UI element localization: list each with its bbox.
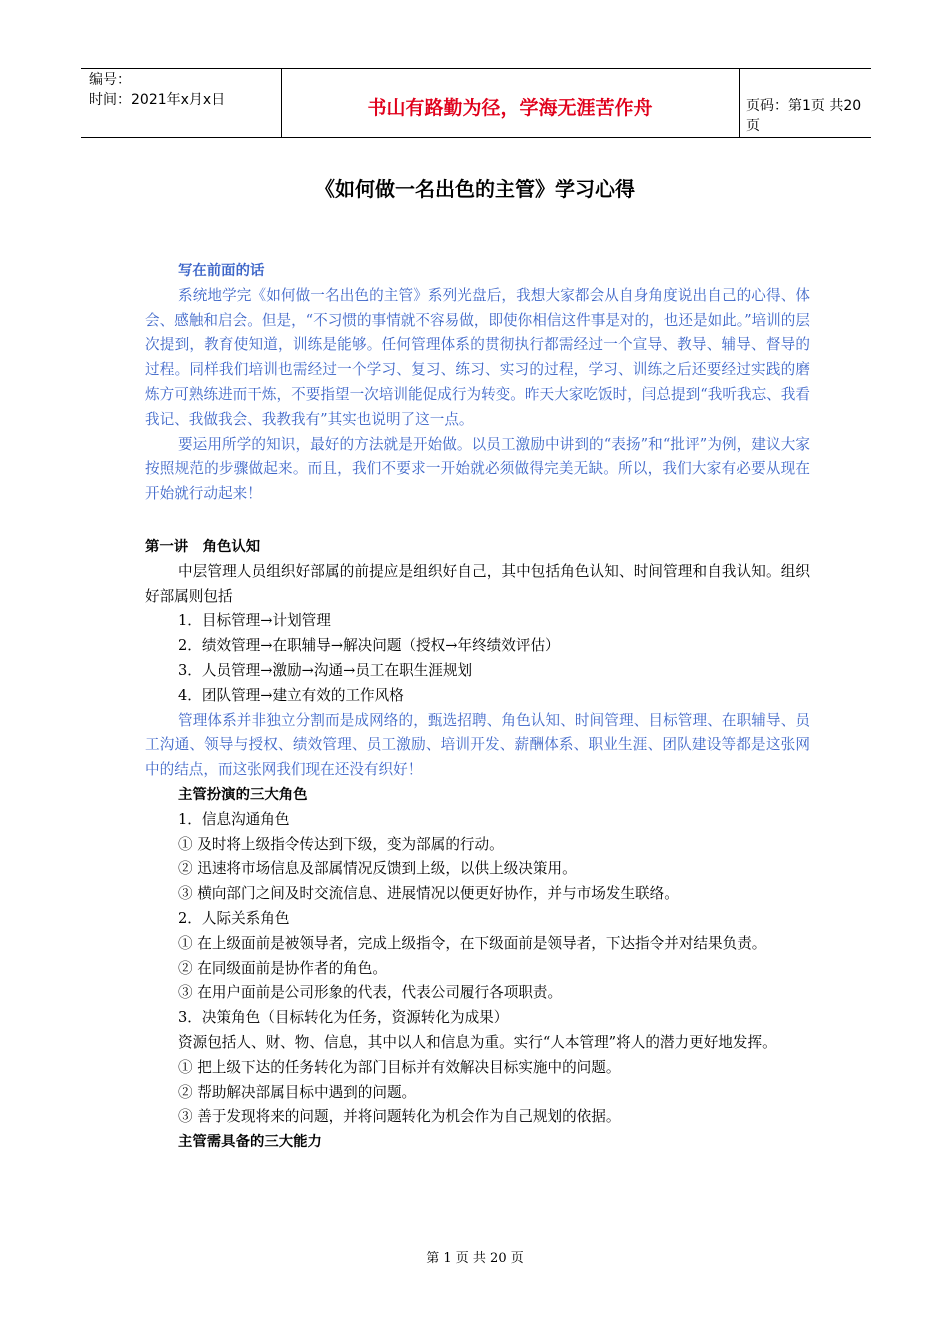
list-item: ③ 善于发现将来的问题，并将问题转化为机会作为自己规划的依据。 xyxy=(178,1108,621,1126)
document-header xyxy=(81,68,871,138)
list-item: ① 把上级下达的任务转化为部门目标并有效解决目标实施中的问题。 xyxy=(178,1058,621,1076)
network-note: 管理体系并非独立分割而是成网络的，甄选招聘、角色认知、时间管理、目标管理、在职辅导、员工沟通、领导与授权、绩效管理、员工激励、培训开发、薪酬体系、职业生涯、团队建设等都是这张网中的结点，而这张网我们现在还没有织好！ xyxy=(145,711,810,779)
list-item: ② 帮助解决部属目标中遇到的问题。 xyxy=(178,1083,417,1101)
preface-paragraph-1: 系统地学完《如何做一名出色的主管》系列光盘后，我想大家都会从自身角度说出自己的心得、体会、感触和启会。但是，“不习惯的事情就不容易做，即使你相信这件事是对的，也还是如此。”培训的层次提到，教育使知道，训练是能够。任何管理体系的贯彻执行都需经过一个宣导、教导、辅导、督导的过程。同样我们培训也需经过一个学习、复习、练习、实习的过程，学习、训练之后还要经过实践的磨炼方可熟练进而干炼，不要指望一次培训能促成行为转变。昨天大家吃饭时，闫总提到“我听我忘、我看我记、我做我会、我教我有”其实也说明了这一点。 xyxy=(145,286,810,428)
header-meta-cell xyxy=(81,69,282,137)
preface-heading: 写在前面的话 xyxy=(178,263,265,279)
lecture-intro: 中层管理人员组织好部属的前提应是组织好自己，其中包括角色认知、时间管理和自我认知。组织好部属则包括 xyxy=(145,562,810,605)
list-item: ① 在上级面前是被领导者，完成上级指令，在下级面前是领导者，下达指令并对结果负责。 xyxy=(178,934,767,952)
role-title: 3．决策角色（目标转化为任务，资源转化为成果） xyxy=(178,1009,509,1027)
preface-paragraph-2: 要运用所学的知识，最好的方法就是开始做。以员工激励中讲到的“表扬”和“批评”为例，建议大家按照规范的步骤做起来。而且，我们不要求一开始就必须做得完美无缺。所以，我们大家有必要从现在开始就行动起来！ xyxy=(145,435,810,503)
header-page-cell xyxy=(739,69,871,137)
list-item: ② 迅速将市场信息及部属情况反馈到上级，以供上级决策用。 xyxy=(178,860,577,878)
list-item: ① 及时将上级指令传达到下级，变为部属的行动。 xyxy=(178,835,504,853)
code-label: 编号： xyxy=(89,72,131,88)
list-item: 2．绩效管理→在职辅导→解决问题（授权→年终绩效评估） xyxy=(178,637,560,655)
role-title: 2．人际关系角色 xyxy=(178,909,290,927)
roles-heading: 主管扮演的三大角色 xyxy=(178,786,308,803)
page-info: 页码：第1页 共20页 xyxy=(746,98,862,134)
list-item: ③ 在用户面前是公司形象的代表，代表公司履行各项职责。 xyxy=(178,984,563,1002)
list-item: 3．人员管理→激励→沟通→员工在职生涯规划 xyxy=(178,661,473,679)
document-body xyxy=(145,259,810,1155)
list-item: ② 在同级面前是协作者的角色。 xyxy=(178,959,387,977)
document-title: 《如何做一名出色的主管》学习心得 xyxy=(315,177,635,201)
role-title: 1．信息沟通角色 xyxy=(178,810,290,828)
motto: 书山有路勤为径，学海无涯苦作舟 xyxy=(367,97,653,119)
page-footer: 第 1 页 共 20 页 xyxy=(426,1251,524,1266)
lecture-heading: 第一讲 角色认知 xyxy=(145,538,261,555)
header-motto-cell xyxy=(281,69,740,137)
role3-intro: 资源包括人、财、物、信息，其中以人和信息为重。实行“人本管理”将人的潜力更好地发挥。 xyxy=(178,1033,777,1051)
list-item: 1．目标管理→计划管理 xyxy=(178,612,331,630)
list-item: 4．团队管理→建立有效的工作风格 xyxy=(178,686,404,704)
abilities-heading: 主管需具备的三大能力 xyxy=(178,1134,322,1151)
time-label: 时间：2021年x月x日 xyxy=(89,92,226,108)
list-item: ③ 横向部门之间及时交流信息、进展情况以便更好协作，并与市场发生联络。 xyxy=(178,885,679,903)
